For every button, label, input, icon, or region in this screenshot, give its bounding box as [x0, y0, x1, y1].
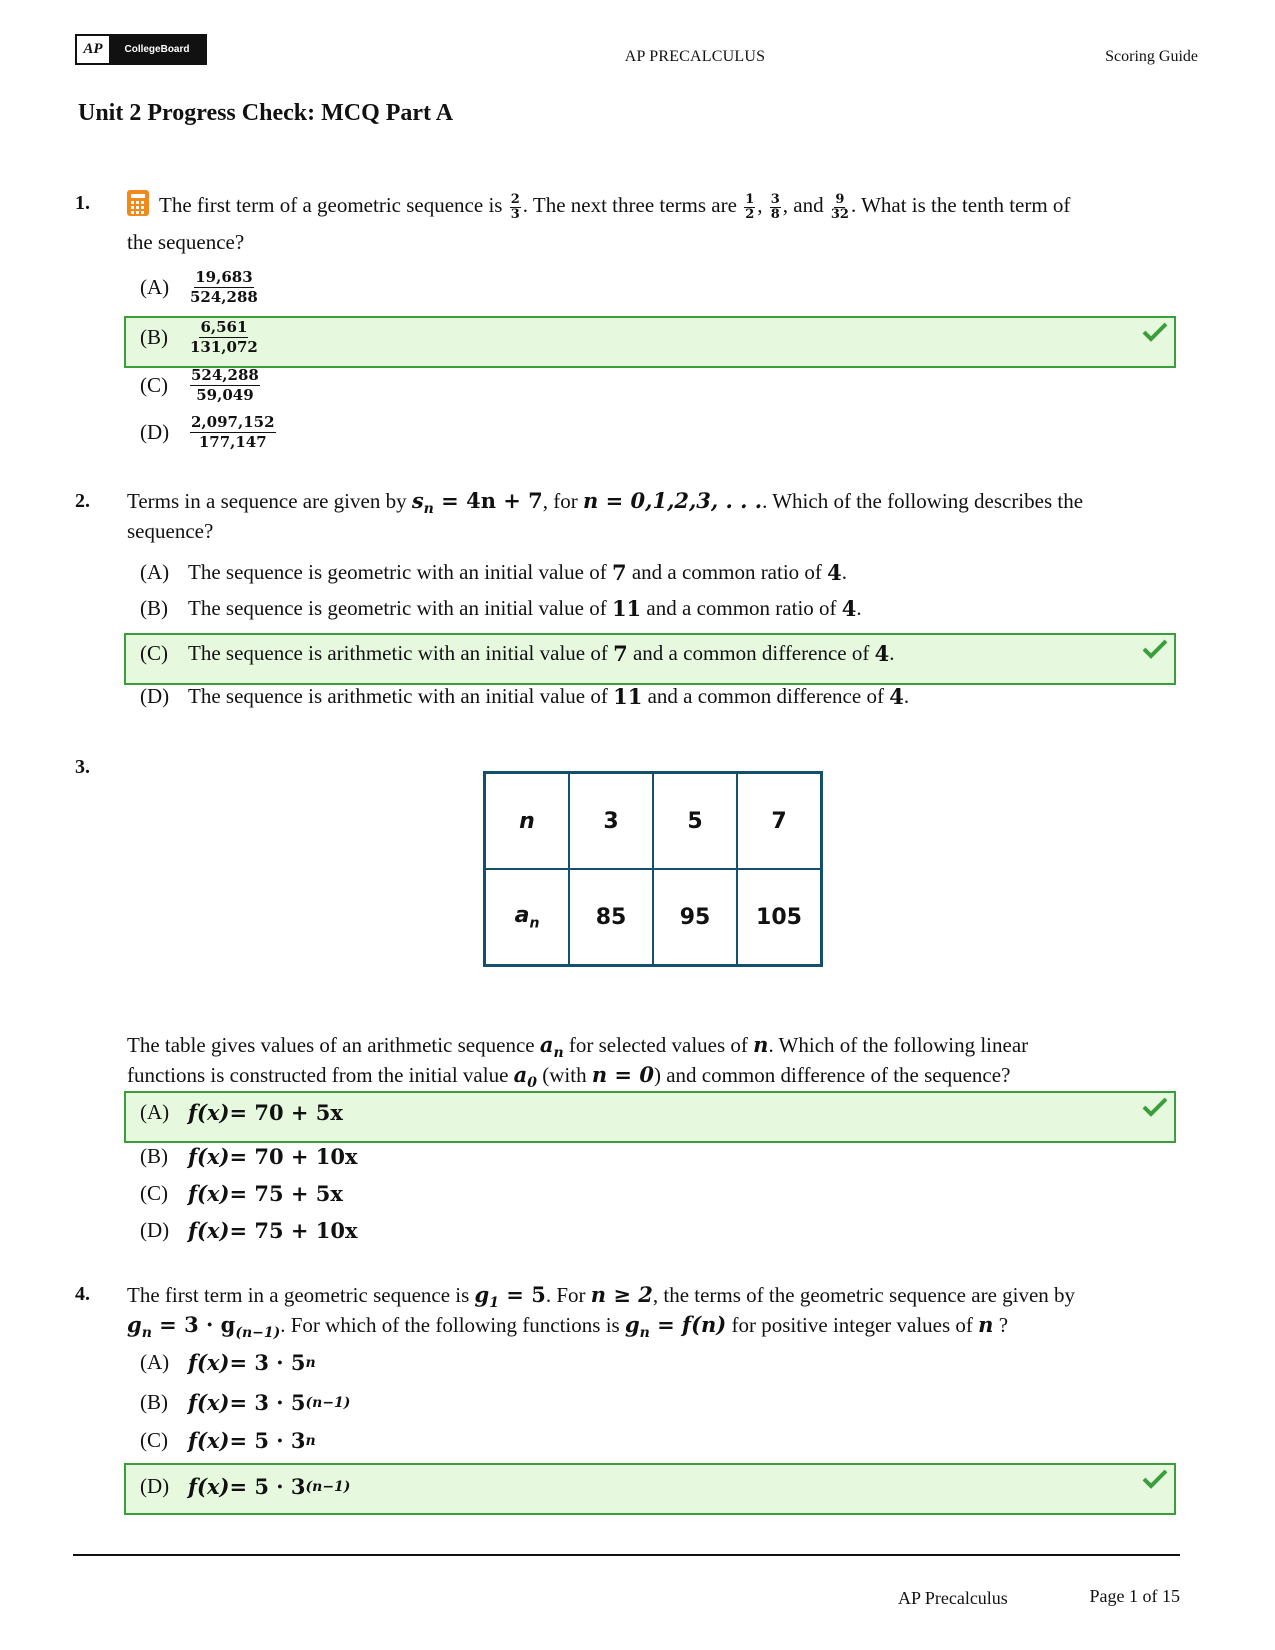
choice-b[interactable]: (B) f(x) = 70 + 10x — [140, 1144, 358, 1169]
checkmark-icon — [1142, 322, 1168, 342]
table-cell: 95 — [653, 869, 737, 966]
choice-d[interactable]: (D) $\frac{2,097,152}{177,147}$ — [140, 413, 275, 451]
table-header-an: $a_n$ — [485, 869, 570, 966]
choice-d[interactable]: (D) The sequence is arithmetic with an initial value of 11 and a common difference of 4 . — [140, 684, 910, 709]
question-3-text-cont: functions is constructed from the initial value $a_0$ (with n = 0) and common difference of the sequence? — [127, 1062, 1011, 1092]
collegeboard-logo-text: CollegeBoard — [109, 36, 205, 63]
choice-a[interactable]: (A) f(x) = 3 · 5 n — [140, 1350, 316, 1375]
choice-d[interactable]: (D) f(x) = 75 + 10x — [140, 1218, 358, 1243]
footer-course: AP Precalculus — [898, 1588, 1008, 1608]
question-number: 4. — [75, 1283, 90, 1305]
choice-c[interactable]: (C) f(x) = 5 · 3 n — [140, 1428, 316, 1453]
page-number: Page 1 of 15 — [1089, 1586, 1180, 1606]
table-cell: 3 — [569, 773, 653, 870]
choice-a[interactable]: (A) f(x) = 70 + 5x — [140, 1100, 343, 1125]
question-1-text-cont: the sequence? — [127, 230, 245, 254]
choice-c[interactable]: (C) $\frac{524,288}{59,049}$ — [140, 366, 259, 404]
question-2-text-cont: sequence? — [127, 519, 214, 543]
checkmark-icon — [1142, 639, 1168, 659]
question-3-text: The table gives values of an arithmetic sequence $a_n$ for selected values of n. Which of the following linear — [127, 1032, 1029, 1062]
table-cell: 5 — [653, 773, 737, 870]
checkmark-icon — [1142, 1097, 1168, 1117]
choice-b[interactable]: (B) $\frac{6,561}{131,072}$ — [140, 318, 258, 356]
question-2-text: Terms in a sequence are given by $s_n = 4n + 7$, for n = 0,1,2,3, . . .. Which of the following describes the — [127, 488, 1084, 518]
choice-d[interactable]: (D) f(x) = 5 · 3 (n−1) — [140, 1474, 351, 1499]
choice-c[interactable]: (C) The sequence is arithmetic with an initial value of 7 and a common difference of 4 . — [140, 641, 895, 666]
choice-c[interactable]: (C) f(x) = 75 + 5x — [140, 1181, 343, 1206]
ap-logo-text: AP — [77, 36, 109, 63]
footer-divider — [73, 1554, 1180, 1556]
sequence-table — [483, 771, 823, 967]
question-number: 3. — [75, 756, 90, 778]
table-cell: 85 — [569, 869, 653, 966]
correct-answer-highlight — [124, 316, 1176, 368]
question-4-text: The first term in a geometric sequence is $g_1 = 5$. For n ≥ 2, the terms of the geometric sequence are given by — [127, 1282, 1076, 1312]
choice-b[interactable]: (B) f(x) = 3 · 5 (n−1) — [140, 1390, 351, 1415]
page-title: Unit 2 Progress Check: MCQ Part A — [78, 100, 454, 126]
choice-a[interactable]: (A) The sequence is geometric with an initial value of 7 and a common ratio of 4 . — [140, 560, 848, 585]
header-course: AP PRECALCULUS — [624, 48, 766, 65]
choice-a[interactable]: (A) $\frac{19,683}{524,288}$ — [140, 268, 258, 306]
calculator-icon — [127, 190, 149, 216]
table-cell: 105 — [737, 869, 822, 966]
question-1-text: The first term of a geometric sequence is $\frac{2}{3}$ . The next three terms are $\frac{1}{2}$ , $\frac{3}{8}$ , and $\frac{9}{32}$ . What is the tenth term of — [127, 190, 1187, 222]
table-cell: 7 — [737, 773, 822, 870]
choice-b[interactable]: (B) The sequence is geometric with an initial value of 11 and a common ratio of 4 . — [140, 596, 862, 621]
question-number: 2. — [75, 490, 90, 512]
checkmark-icon — [1142, 1469, 1168, 1489]
question-number: 1. — [75, 192, 90, 214]
question-4-text-cont: $g_n = 3 \cdot g_{(n-1)}$. For which of the following functions is $g_n = f(n)$ for positive integer values of n ? — [127, 1312, 1009, 1342]
table-header-n: n — [485, 773, 570, 870]
header-scoring-guide: Scoring Guide — [1105, 48, 1198, 65]
